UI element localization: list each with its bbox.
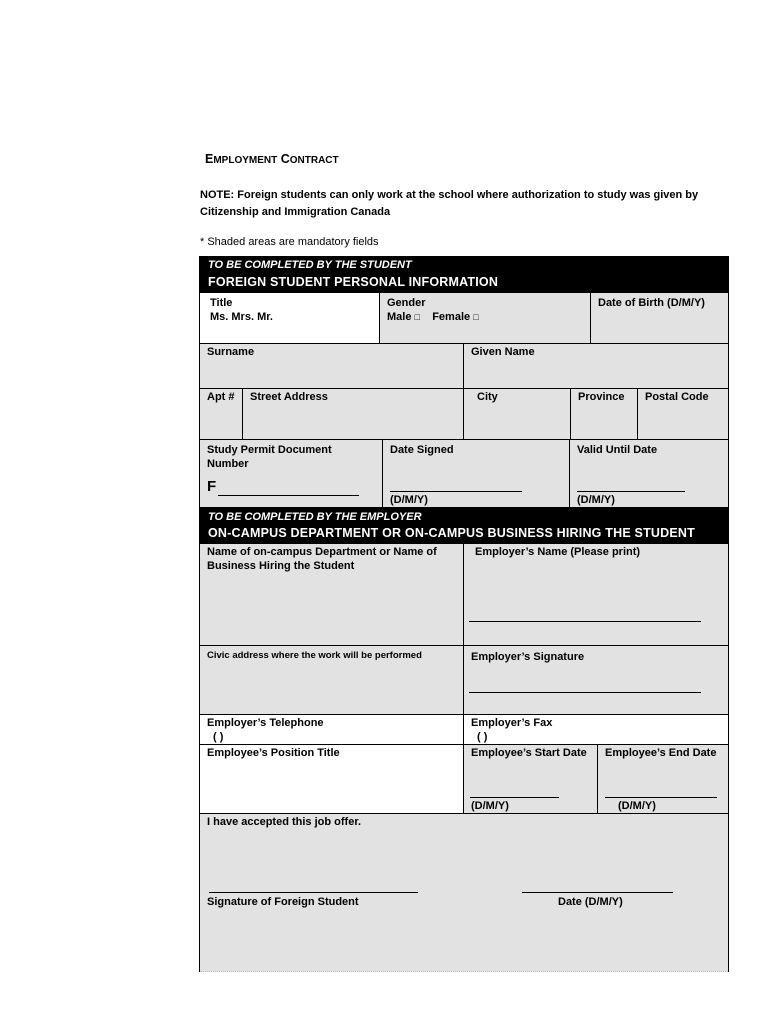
valid-until-field[interactable] [570,440,728,508]
employer-name-label: Employer’s Name (Please print) [475,546,641,558]
date-signed-field[interactable] [383,440,570,508]
fax-area-code: ( ) [477,731,488,743]
employer-header-line1: TO BE COMPLETED BY THE EMPLOYER [208,511,422,523]
street-label: Street Address [250,391,328,403]
start-date-format: (D/M/Y) [471,800,509,812]
civic-address-label: Civic address where the work will be performed [207,650,422,661]
employment-form [199,256,729,972]
postal-code-field[interactable] [638,389,728,440]
surname-field[interactable] [200,344,464,389]
dob-label: Date of Birth (D/M/Y) [598,297,705,309]
start-date-label: Employee’s Start Date [471,747,587,759]
end-date-label: Employee’s End Date [605,747,717,759]
note-text: NOTE: Foreign students can only work at the school where authorization to study was given by Citizenship and Immigration Canada [200,189,699,218]
date-signed-label: Date Signed [390,444,454,456]
end-date-format: (D/M/Y) [618,800,656,812]
document-title: EMPLOYMENT CONTRACT [205,152,339,166]
student-header-line1: TO BE COMPLETED BY THE STUDENT [208,259,412,271]
title-label: Title [210,297,233,309]
employer-header-line2: ON-CAMPUS DEPARTMENT OR ON-CAMPUS BUSINESS HIRING THE STUDENT [208,526,695,540]
surname-label: Surname [207,346,255,358]
position-title-field[interactable] [200,745,464,814]
apt-field[interactable] [200,389,243,440]
title-options: Ms. Mrs. Mr. [210,311,273,323]
gender-field[interactable] [380,293,591,344]
student-section-header [200,256,728,293]
valid-until-underline [577,491,685,492]
acceptance-field[interactable] [200,814,728,972]
end-date-underline [605,797,717,798]
permit-underline [218,495,359,496]
gender-label: Gender [387,297,426,309]
province-field[interactable] [571,389,638,440]
employer-signature-field[interactable] [464,646,728,715]
street-address-field[interactable] [243,389,464,440]
given-name-label: Given Name [471,346,535,358]
dob-field[interactable] [591,293,728,344]
male-checkbox[interactable]: □ [414,312,420,322]
position-title-label: Employee’s Position Title [207,747,340,759]
study-permit-field[interactable] [200,440,383,508]
fax-field[interactable] [464,715,728,745]
city-field[interactable] [464,389,571,440]
fax-label: Employer’s Fax [471,717,553,729]
start-date-underline [470,797,559,798]
mandatory-note: * Shaded areas are mandatory fields [200,236,379,248]
city-label: City [477,391,498,403]
department-label: Name of on-campus Department or Name of Business Hiring the Student [207,546,437,572]
gender-male-label: Male [387,311,412,323]
telephone-field[interactable] [200,715,464,745]
start-date-field[interactable] [464,745,598,814]
student-signature-underline [209,892,418,893]
date-signed-format: (D/M/Y) [390,494,428,506]
gender-female-label: Female [432,311,471,323]
employer-signature-label: Employer’s Signature [471,651,585,663]
valid-until-format: (D/M/Y) [577,494,615,506]
valid-until-label: Valid Until Date [577,444,658,456]
telephone-label: Employer’s Telephone [207,717,324,729]
student-signature-label: Signature of Foreign Student [207,896,359,908]
employer-section-header [200,508,728,544]
student-header-line2: FOREIGN STUDENT PERSONAL INFORMATION [208,275,499,289]
acceptance-date-underline [522,892,673,893]
province-label: Province [578,391,625,403]
apt-label: Apt # [207,391,235,403]
telephone-area-code: ( ) [213,731,224,743]
date-signed-underline [390,491,522,492]
acceptance-label: I have accepted this job offer. [207,816,362,828]
employer-name-underline [469,621,701,622]
postal-label: Postal Code [645,391,709,403]
title-field[interactable] [200,293,380,344]
acceptance-date-label: Date (D/M/Y) [558,896,623,908]
employer-signature-underline [469,692,701,693]
department-field[interactable] [200,544,464,646]
civic-address-field[interactable] [200,646,464,715]
given-name-field[interactable] [464,344,728,389]
permit-label: Study Permit Document Number [207,444,332,470]
employer-name-field[interactable] [464,544,728,646]
female-checkbox[interactable]: □ [473,312,479,322]
end-date-field[interactable] [598,745,728,814]
permit-prefix: F [207,478,217,495]
